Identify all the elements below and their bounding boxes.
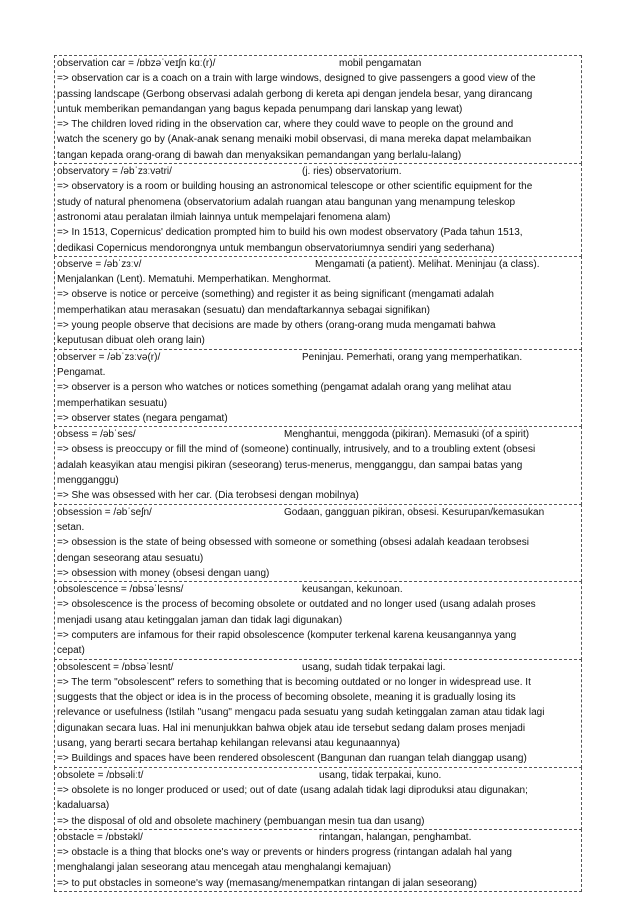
definition-line-continued: menghalangi jalan seseorang atau mencegah atau menghalangi kemajuan) bbox=[57, 862, 392, 874]
definition-line-continued: astronomi atau peralatan ilmiah lainnya untuk mempelajari fenomena alam) bbox=[57, 211, 391, 223]
definition-line: => The term "obsolescent" refers to something that is becoming outdated or no longer in widespread use. It bbox=[57, 676, 531, 688]
definition-line: => observer states (negara pengamat) bbox=[57, 412, 228, 424]
definition-line: => obstacle is a thing that blocks one's way or prevents or hinders progress (rintangan adalah hal yang bbox=[57, 847, 512, 859]
definition-line-continued: dedikasi Copernicus mendorongnya untuk membangun observatoriumnya sendiri yang sederhana) bbox=[57, 242, 495, 254]
definition-line: => observatory is a room or building housing an astronomical telescope or other scientific equipment for the bbox=[57, 181, 533, 193]
meaning: keusangan, kekunoan. bbox=[302, 584, 403, 596]
entry-header bbox=[57, 427, 579, 442]
definition-line-continued: adalah keasyikan atau mengisi pikiran (seseorang) terus-menerus, mengganggu, dan sampai batas yang bbox=[57, 459, 523, 471]
definition-line: => observe is notice or perceive (something) and register it as being significant (mengamati adalah bbox=[57, 289, 494, 301]
meaning: rintangan, halangan, penghambat. bbox=[319, 831, 472, 843]
definition-line: => computers are infamous for their rapid obsolescence (komputer terkenal karena keusangannya yang bbox=[57, 629, 517, 641]
headword: obsolescent = /ɒbsəˈlesnt/ bbox=[57, 661, 174, 673]
entry-header bbox=[57, 582, 579, 597]
dictionary-entry bbox=[54, 349, 582, 427]
entry-header bbox=[57, 505, 579, 520]
headword: obsolete = /ɒbsəliːt/ bbox=[57, 769, 144, 781]
dictionary-page bbox=[54, 56, 582, 892]
dictionary-entry bbox=[54, 504, 582, 582]
definition-line: => obsess is preoccupy or fill the mind of (someone) continually, intrusively, and to a troubling extent (obsesi bbox=[57, 444, 536, 456]
definition-line-continued: watch the scenery go by (Anak-anak senang menaiki mobil observasi, di mana mereka dapat melambaikan bbox=[57, 134, 532, 146]
definition-line-continued: memperhatikan sesuatu) bbox=[57, 397, 168, 409]
meaning-continued: setan. bbox=[57, 521, 85, 533]
meaning-continued: Pengamat. bbox=[57, 366, 106, 378]
dictionary-entry bbox=[54, 163, 582, 257]
definition-line-continued: study of natural phenomena (observatorium adalah ruangan atau bangunan yang menampung teleskop bbox=[57, 196, 516, 208]
meaning: Menghantui, menggoda (pikiran). Memasuki (of a spirit) bbox=[284, 429, 530, 441]
meaning: (j. ries) observatorium. bbox=[302, 166, 402, 178]
definition-line-continued: untuk memberikan pemandangan yang bagus kepada penumpang dari lanskap yang lewat) bbox=[57, 103, 463, 115]
definition-line: => to put obstacles in someone's way (memasang/menempatkan rintangan di jalan seseorang) bbox=[57, 877, 477, 889]
headword: obsession = /əbˈseʃn/ bbox=[57, 506, 152, 518]
headword: observation car = /ɒbzəˈveɪʃn kɑː(r)/ bbox=[57, 58, 216, 69]
meaning: mobil pengamatan bbox=[339, 58, 422, 69]
meaning-continued: Menjalankan (Lent). Mematuhi. Memperhatikan. Menghormat. bbox=[57, 274, 332, 286]
definition-line-continued: mengganggu) bbox=[57, 475, 119, 487]
definition-line-continued: digunakan secara luas. Hal ini menunjukkan bahwa objek atau ide tersebut sedang dalam proses menjadi bbox=[57, 722, 526, 734]
entry-header bbox=[57, 830, 579, 845]
definition-line: => obsession with money (obsesi dengan uang) bbox=[57, 567, 270, 579]
definition-line-continued: usang, yang berarti secara bertahap kehilangan relevansi atau kegunaannya) bbox=[57, 738, 401, 750]
definition-line-continued: cepat) bbox=[57, 645, 85, 657]
entry-header bbox=[57, 660, 579, 675]
dictionary-entry bbox=[54, 426, 582, 504]
definition-line-continued: dengan seseorang atau sesuatu) bbox=[57, 552, 204, 564]
entry-header bbox=[57, 257, 579, 272]
definition-line-continued: tangan kepada orang-orang di bawah dan menyaksikan pemandangan yang berlalu-lalang) bbox=[57, 149, 462, 161]
definition-line-continued: keputusan dibuat oleh orang lain) bbox=[57, 335, 205, 347]
definition-line: => the disposal of old and obsolete machinery (pembuangan mesin tua dan usang) bbox=[57, 815, 425, 827]
definition-line-continued: menjadi usang atau ketinggalan jaman dan tidak lagi digunakan) bbox=[57, 614, 343, 626]
dictionary-entry bbox=[54, 829, 582, 892]
headword: observer = /əbˈzɜːvə(r)/ bbox=[57, 351, 161, 363]
dictionary-entry bbox=[54, 55, 582, 164]
definition-line: => In 1513, Copernicus' dedication prompted him to build his own modest observatory (Pada tahun 1513, bbox=[57, 227, 523, 239]
dictionary-entry bbox=[54, 767, 582, 830]
definition-line-continued: kadaluarsa) bbox=[57, 800, 110, 812]
entry-header bbox=[57, 768, 579, 783]
definition-line: => observation car is a coach on a train with large windows, designed to give passengers a good view of the bbox=[57, 73, 536, 85]
definition-line: => obsolete is no longer produced or used; out of date (usang adalah tidak lagi diproduksi atau digunakan; bbox=[57, 784, 528, 796]
definition-line: => The children loved riding in the observation car, where they could wave to people on the ground and bbox=[57, 119, 514, 131]
meaning: Godaan, gangguan pikiran, obsesi. Kesurupan/kemasukan bbox=[284, 506, 545, 518]
definition-line: => She was obsessed with her car. (Dia terobsesi dengan mobilnya) bbox=[57, 490, 359, 502]
definition-line-continued: memperhatikan atau merasakan (sesuatu) dan mendaftarkannya sebagai signifikan) bbox=[57, 304, 430, 316]
definition-line: => obsolescence is the process of becoming obsolete or outdated and no longer used (usang adalah proses bbox=[57, 599, 536, 611]
definition-line-continued: passing landscape (Gerbong observasi adalah gerbong di kereta api dengan jendela besar, yang dirancang bbox=[57, 88, 533, 100]
entry-header bbox=[57, 56, 579, 71]
definition-line: => obsession is the state of being obsessed with someone or something (obsesi adalah keadaan terobsesi bbox=[57, 537, 529, 549]
definition-line: => observer is a person who watches or notices something (pengamat adalah orang yang melihat atau bbox=[57, 382, 512, 394]
headword: obsess = /əbˈses/ bbox=[57, 429, 136, 441]
entry-header bbox=[57, 350, 579, 365]
dictionary-entry bbox=[54, 581, 582, 659]
headword: observatory = /əbˈzɜːvətri/ bbox=[57, 166, 172, 178]
headword: observe = /əbˈzɜːv/ bbox=[57, 258, 142, 270]
definition-line-continued: suggests that the object or idea is in the process of becoming obsolete, meaning it is gradually losing its bbox=[57, 692, 516, 704]
dictionary-entry bbox=[54, 659, 582, 768]
definition-line: => Buildings and spaces have been rendered obsolescent (Bangunan dan ruangan telah dianggap usang) bbox=[57, 753, 527, 765]
definition-line-continued: relevance or usefulness (Istilah "usang" mengacu pada sesuatu yang sudah ketinggalan zaman atau tidak lagi bbox=[57, 707, 545, 719]
definition-line: => young people observe that decisions are made by others (orang-orang muda mengamati bahwa bbox=[57, 320, 496, 332]
dictionary-entry bbox=[54, 256, 582, 350]
meaning: usang, tidak terpakai, kuno. bbox=[319, 769, 442, 781]
meaning: usang, sudah tidak terpakai lagi. bbox=[302, 661, 446, 673]
headword: obstacle = /ɒbstəkl/ bbox=[57, 831, 143, 843]
meaning: Peninjau. Pemerhati, orang yang memperhatikan. bbox=[302, 351, 523, 363]
headword: obsolescence = /ɒbsəˈlesns/ bbox=[57, 584, 184, 596]
meaning: Mengamati (a patient). Melihat. Meninjau (a class). bbox=[315, 258, 540, 270]
entry-header bbox=[57, 164, 579, 179]
